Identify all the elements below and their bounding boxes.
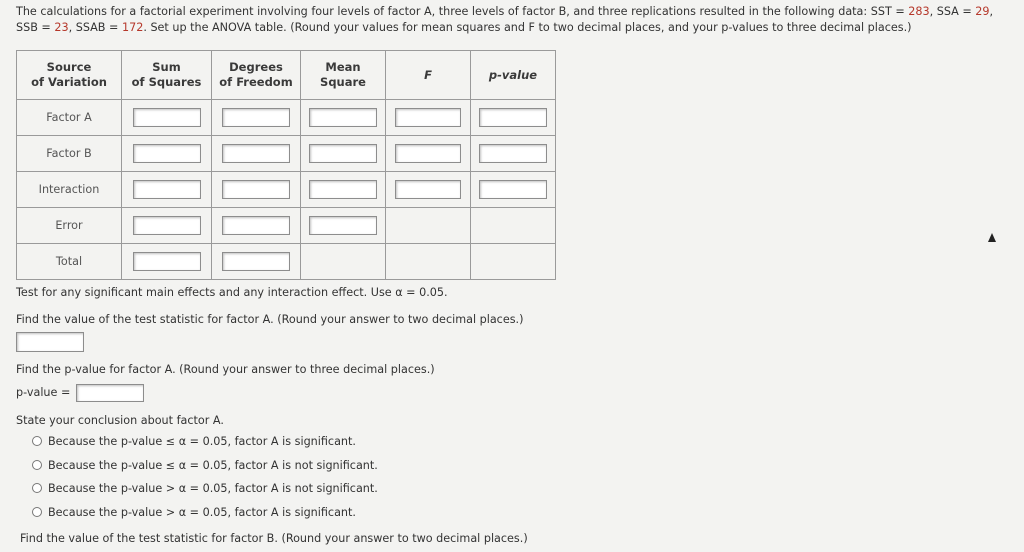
option-2[interactable]: Because the p-value ≤ α = 0.05, factor A is not significant. — [32, 458, 378, 474]
row-error — [17, 208, 556, 244]
p-value-label: p-value = — [16, 386, 71, 399]
radio-icon[interactable] — [32, 483, 42, 493]
p-value-a-input[interactable] — [76, 384, 144, 402]
header-p-value: p-value — [471, 51, 556, 100]
header-row — [17, 51, 556, 100]
question-p-a: Find the p-value for factor A. (Round your answer to three decimal places.) — [16, 363, 435, 376]
option-4[interactable]: Because the p-value > α = 0.05, factor A is significant. — [32, 505, 356, 521]
row-interaction — [17, 172, 556, 208]
factor-a-p-input[interactable] — [479, 108, 547, 127]
factor-a-f-input[interactable] — [395, 108, 461, 127]
ssa-value: 29 — [975, 5, 990, 18]
option-1[interactable]: Because the p-value ≤ α = 0.05, factor A is significant. — [32, 434, 356, 450]
intro-text-2: , SSA = — [929, 5, 976, 18]
intro-text-1: The calculations for a factorial experiment involving four levels of factor A, three levels of factor B, and three replications resulted in the following data: SST = — [16, 5, 909, 18]
radio-icon[interactable] — [32, 460, 42, 470]
error-df-input[interactable] — [222, 216, 290, 235]
error-ms-input[interactable] — [309, 216, 377, 235]
intro-text-6: . Set up the ANOVA table. (Round your values for mean squares and F to two decimal places, and your p-values to three decimal places.) — [143, 21, 912, 34]
factor-a-ms-input[interactable] — [309, 108, 377, 127]
error-ss-input[interactable] — [133, 216, 201, 235]
radio-icon[interactable] — [32, 507, 42, 517]
ssab-value: 172 — [121, 21, 144, 34]
factor-a-ss-input[interactable] — [133, 108, 201, 127]
row-factor-b — [17, 136, 556, 172]
row-label-interaction: Interaction — [17, 172, 122, 208]
interaction-ms-input[interactable] — [309, 180, 377, 199]
interaction-p-input[interactable] — [479, 180, 547, 199]
question-stat-a: Find the value of the test statistic for factor A. (Round your answer to two decimal places.) — [16, 313, 524, 326]
intro-text-3: , — [989, 5, 994, 18]
problem-statement — [16, 4, 1006, 36]
total-f-empty — [386, 244, 471, 280]
header-degrees-freedom: Degrees of Freedom — [212, 51, 301, 100]
stat-a-input[interactable] — [16, 332, 84, 352]
interaction-df-input[interactable] — [222, 180, 290, 199]
header-mean-square: Mean Square — [301, 51, 386, 100]
mouse-cursor-icon — [988, 233, 996, 242]
factor-b-ms-input[interactable] — [309, 144, 377, 163]
error-p-empty — [471, 208, 556, 244]
test-prompt: Test for any significant main effects and any interaction effect. Use α = 0.05. — [16, 286, 448, 299]
conclusion-prompt: State your conclusion about factor A. — [16, 414, 224, 427]
radio-icon[interactable] — [32, 436, 42, 446]
row-label-total: Total — [17, 244, 122, 280]
factor-b-df-input[interactable] — [222, 144, 290, 163]
row-label-factor-b: Factor B — [17, 136, 122, 172]
anova-table — [16, 50, 556, 280]
header-sum-squares: Sum of Squares — [122, 51, 212, 100]
intro-text-5: , SSAB = — [68, 21, 122, 34]
factor-b-ss-input[interactable] — [133, 144, 201, 163]
factor-b-p-input[interactable] — [479, 144, 547, 163]
intro-text-4: SSB = — [16, 21, 55, 34]
total-p-empty — [471, 244, 556, 280]
factor-a-df-input[interactable] — [222, 108, 290, 127]
row-factor-a — [17, 100, 556, 136]
sst-value: 283 — [908, 5, 930, 18]
factor-b-f-input[interactable] — [395, 144, 461, 163]
p-value-row — [16, 384, 144, 402]
ssb-value: 23 — [54, 21, 69, 34]
header-f: F — [386, 51, 471, 100]
row-label-error: Error — [17, 208, 122, 244]
option-3[interactable]: Because the p-value > α = 0.05, factor A is not significant. — [32, 481, 378, 497]
total-df-input[interactable] — [222, 252, 290, 271]
error-f-empty — [386, 208, 471, 244]
question-stat-b: Find the value of the test statistic for factor B. (Round your answer to two decimal places.) — [20, 532, 528, 545]
row-label-factor-a: Factor A — [17, 100, 122, 136]
interaction-f-input[interactable] — [395, 180, 461, 199]
interaction-ss-input[interactable] — [133, 180, 201, 199]
total-ss-input[interactable] — [133, 252, 201, 271]
total-ms-empty — [301, 244, 386, 280]
row-total — [17, 244, 556, 280]
header-source: Source of Variation — [17, 51, 122, 100]
